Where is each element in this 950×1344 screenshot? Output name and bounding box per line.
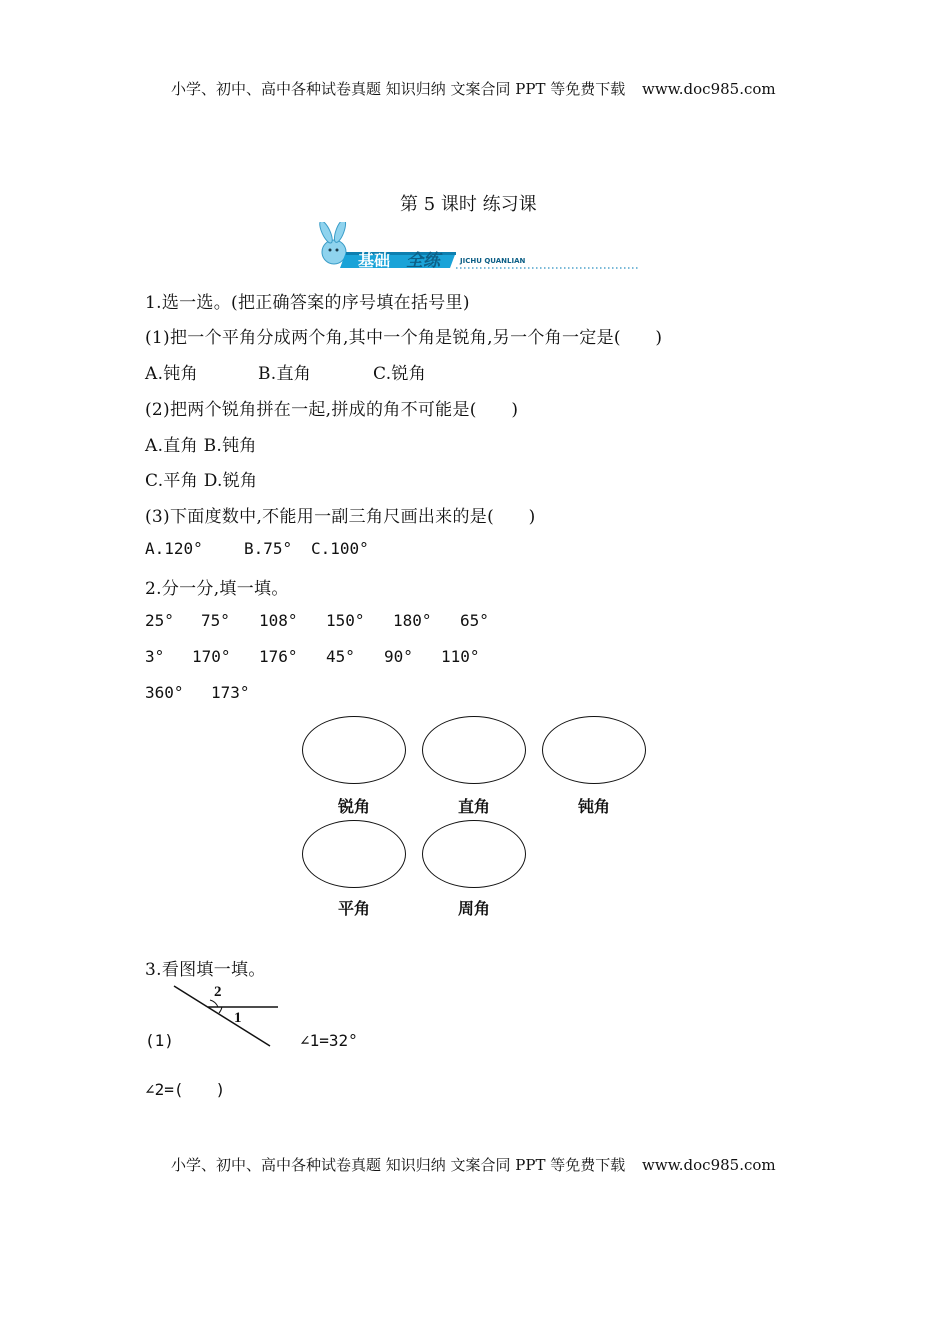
footer-text: 小学、初中、高中各种试卷真题 知识归纳 文案合同 PPT 等免费下载 — [171, 1156, 626, 1174]
lesson-title: 第 5 课时 练习课 — [400, 194, 537, 215]
page-footer — [171, 1154, 776, 1175]
right-angle-oval[interactable] — [422, 716, 526, 784]
q3-part-label: (1) — [145, 1031, 174, 1050]
right-angle-label: 直角 — [457, 797, 490, 816]
q3-answer: ∠2=( ) — [145, 1080, 226, 1099]
q1-p2-stem: (2)把两个锐角拼在一起,拼成的角不可能是( ) — [145, 400, 519, 420]
q3-stem: 3.看图填一填。 — [145, 960, 266, 980]
q1-p3-option-c: C.100° — [311, 539, 369, 558]
q1-p1-option-c: C.锐角 — [373, 364, 427, 384]
header-text: 小学、初中、高中各种试卷真题 知识归纳 文案合同 PPT 等免费下载 — [171, 80, 626, 98]
full-angle-label: 周角 — [457, 899, 490, 918]
q1-p3-option-a: A.120° — [145, 539, 203, 558]
straight-angle-oval[interactable] — [302, 820, 406, 888]
page-header — [171, 78, 776, 99]
acute-angle-oval[interactable] — [302, 716, 406, 784]
straight-angle-label: 平角 — [337, 899, 370, 918]
angle-2-label: 2 — [214, 984, 222, 1000]
degree-value: 180° — [393, 611, 432, 630]
degree-value: 45° — [326, 647, 355, 666]
acute-angle-label: 锐角 — [337, 797, 370, 816]
degree-value: 360° — [145, 683, 184, 702]
q1-p1-option-a: A.钝角 — [145, 364, 198, 384]
q1-p2-options-ab: A.直角 B.钝角 — [145, 436, 257, 456]
q3-given: ∠1=32° — [300, 1031, 358, 1050]
q2-stem: 2.分一分,填一填。 — [145, 579, 289, 599]
degree-value: 170° — [192, 647, 231, 666]
degree-value: 90° — [384, 647, 413, 666]
degree-value: 25° — [145, 611, 174, 630]
banner-cn-2: 全练 — [406, 251, 440, 271]
degree-value: 110° — [441, 647, 480, 666]
q1-stem: 1.选一选。(把正确答案的序号填在括号里) — [145, 293, 470, 313]
degree-value: 173° — [211, 683, 250, 702]
banner-cn-1: 基础 — [358, 251, 391, 270]
footer-url: www.doc985.com — [642, 1156, 776, 1174]
q1-p1-options — [145, 359, 427, 384]
degree-value: 3° — [145, 647, 165, 666]
degree-value: 75° — [201, 611, 230, 630]
banner-en: JICHU QUANLIAN — [460, 257, 526, 265]
q1-p3-stem: (3)下面度数中,不能用一副三角尺画出来的是( ) — [145, 507, 536, 527]
angle-1-label: 1 — [234, 1010, 242, 1026]
obtuse-angle-label: 钝角 — [577, 797, 610, 816]
degree-value: 108° — [259, 611, 298, 630]
q1-p3-option-b: B.75° — [244, 539, 293, 558]
obtuse-angle-oval[interactable] — [542, 716, 646, 784]
section-banner — [306, 222, 642, 272]
degree-value: 176° — [259, 647, 298, 666]
q1-p1-stem: (1)把一个平角分成两个角,其中一个角是锐角,另一个角一定是( ) — [145, 328, 663, 348]
degree-value: 150° — [326, 611, 365, 630]
header-url: www.doc985.com — [642, 80, 776, 98]
q1-p1-option-b: B.直角 — [258, 364, 312, 384]
degree-value: 65° — [460, 611, 489, 630]
q1-p3-options — [145, 539, 369, 558]
q1-p2-options-cd: C.平角 D.锐角 — [145, 471, 258, 491]
full-angle-oval[interactable] — [422, 820, 526, 888]
